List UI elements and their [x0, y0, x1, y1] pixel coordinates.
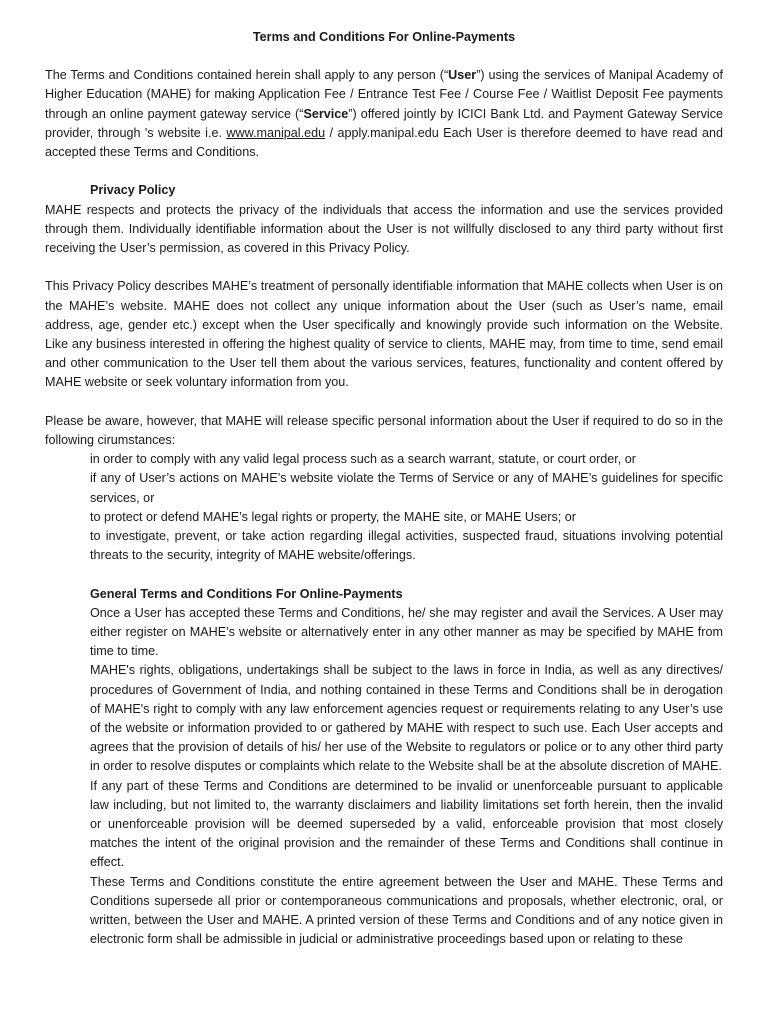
service-term: Service — [303, 106, 349, 121]
general-paragraph: If any part of these Terms and Conditions are determined to be invalid or unenforceable pursuant to applicable law including, but not limited to, the warranty disclaimers and liability limitations set forth herein, then the invalid or unenforceable provision will be deemed superseded by a valid, enforceable provision that most closely matches the intent of the original provision and the remainder of these Terms and Conditions shall continue in effect. — [90, 778, 723, 870]
list-item: to investigate, prevent, or take action regarding illegal activities, suspected fraud, situations involving potential threats to the security, integrity of MAHE website/offerings. — [90, 529, 723, 563]
intro-paragraph — [45, 66, 723, 162]
privacy-paragraph-3: Please be aware, however, that MAHE will release specific personal information about the User if required to do so in the following cirumstances: — [45, 413, 723, 448]
disclosure-list — [45, 450, 723, 565]
section-spacer — [45, 565, 723, 584]
privacy-paragraph-2: This Privacy Policy describes MAHE’s treatment of personally identifiable information that MAHE collects when User is on the MAHE’s website. MAHE does not collect any unique information about the User (such as User’s name, email address, age, gender etc.) except when the User specifically and knowingly provide such information on the Website. Like any business interested in offering the highest quality of service to clients, MAHE may, from time to time, send email and other communication to the User tell them about the various services, features, functionality and content offered by MAHE website or seek voluntary information from you. — [45, 279, 723, 390]
intro-text-4: / apply.manipal.edu Each User is therefore deemed to have read and accepted these Terms and Conditions. — [45, 125, 723, 160]
user-term: User — [448, 68, 477, 83]
list-item: if any of User’s actions on MAHE’s website violate the Terms of Service or any of MAHE’s guidelines for specific services, or — [90, 471, 723, 505]
manipal-website-link[interactable]: www.manipal.edu — [226, 125, 326, 140]
list-item: to protect or defend MAHE’s legal rights or property, the MAHE site, or MAHE Users; or — [90, 509, 576, 524]
document-title: Terms and Conditions For Online-Payments — [252, 30, 516, 44]
list-item: in order to comply with any valid legal process such as a search warrant, statute, or court order, or — [90, 452, 636, 467]
general-terms-heading: General Terms and Conditions For Online-Payments — [90, 586, 403, 601]
privacy-policy-heading: Privacy Policy — [90, 183, 176, 198]
general-paragraph: MAHE's rights, obligations, undertakings shall be subject to the laws in force in India, as well as any directives/ procedures of Government of India, and nothing contained in these Terms and Conditions shall be in derogation of MAHE's right to comply with any law enforcement agencies request or requirements relating to any User’s use of the website or information provided to or gathered by MAHE with respect to such use. Each User accepts and agrees that the provision of details of his/ her use of the Website to regulators or police or to any other third party in order to resolve disputes or complaints which relate to the Website shall be at the absolute discretion of MAHE. — [90, 663, 723, 774]
general-paragraph: These Terms and Conditions constitute the entire agreement between the User and MAHE. These Terms and Conditions supersede all prior or contemporaneous communications and proposals, whether electronic, oral, or written, between the User and MAHE. A printed version of these Terms and Conditions and of any notice given in electronic form shall be admissible in judicial or administrative proceedings based upon or relating to these — [90, 874, 723, 947]
intro-text-3: ”) offered jointly by ICICI Bank Ltd. and Payment Gateway Service provider, through 's website i.e. — [45, 106, 723, 140]
privacy-paragraph-1: MAHE respects and protects the privacy of the individuals that access the information and use the services provided through them. Individually identifiable information about the User is not willfully disclosed to any third party without first receiving the User’s permission, as covered in this Privacy Policy. — [45, 202, 723, 256]
intro-text-1: The Terms and Conditions contained herein shall apply to any person (“ — [45, 68, 449, 83]
general-paragraph: Once a User has accepted these Terms and Conditions, he/ she may register and avail the Services. A User may either register on MAHE’s website or alternatively enter in any other manner as may be specified by MAHE from time to time. — [90, 605, 723, 659]
intro-text-2: ”) using the services of Manipal Academy of Higher Education (MAHE) for making Application Fee / Entrance Test Fee / Course Fee / Waitlist Deposit Fee payments through an online payment gateway service (“ — [45, 68, 723, 121]
